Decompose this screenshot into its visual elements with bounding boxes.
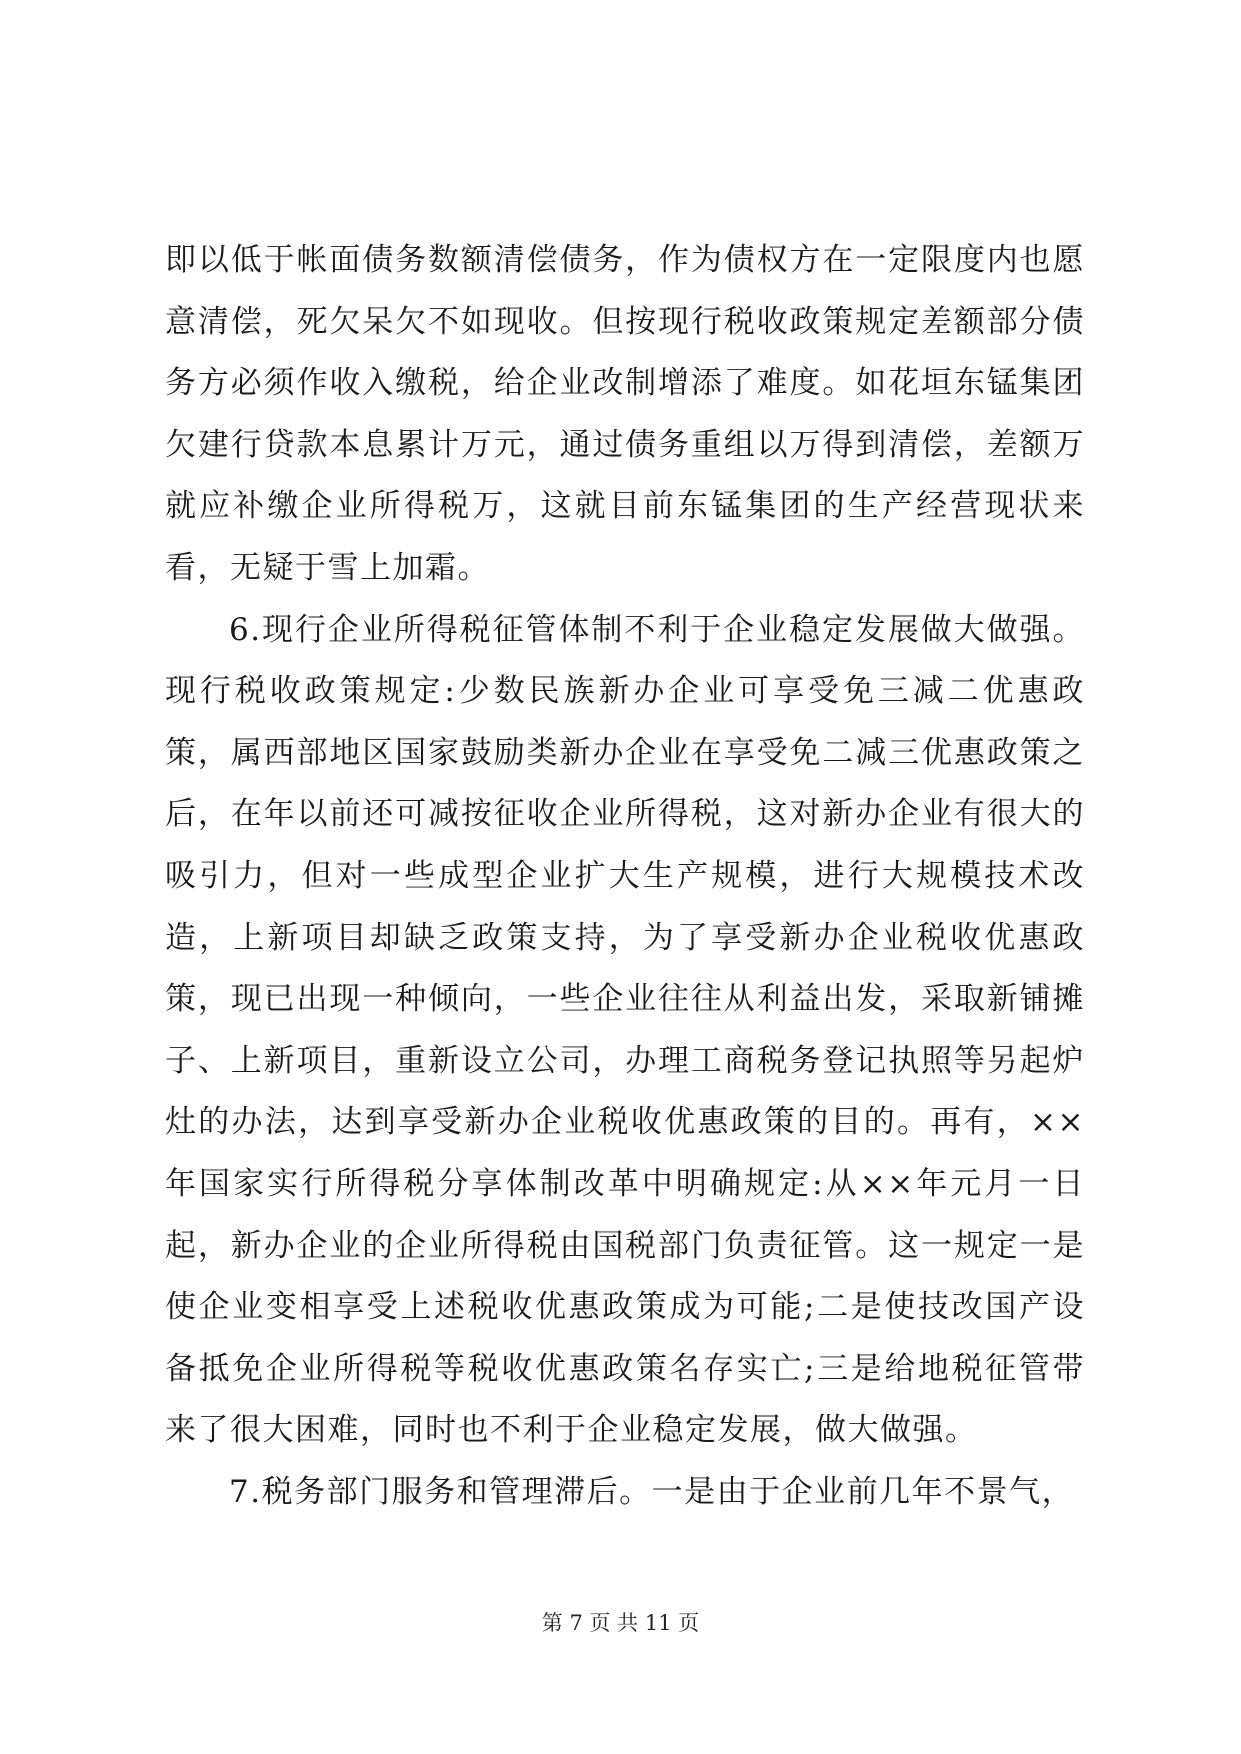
page-number-footer: 第 7 页 共 11 页 [541,1611,700,1635]
paragraph-item-6: 6.现行企业所得税征管体制不利于企业稳定发展做大做强。现行税收政策规定:少数民族新办企业可享受免三减二优惠政策，属西部地区国家鼓励类新办企业在享受免二减三优惠政策之后，在年以前还可减按征收企业所得税，这对新办企业有很大的吸引力，但对一些成型企业扩大生产规模，进行大规模技术改造，上新项目却缺乏政策支持，为了享受新办企业税收优惠政策，现已出现一种倾向，一些企业往往从利益出发，采取新铺摊子、上新项目，重新设立公司，办理工商税务登记执照等另起炉灶的办法，达到享受新办企业税收优惠政策的目的。再有，××年国家实行所得税分享体制改革中明确规定:从××年元月一日起，新办企业的企业所得税由国税部门负责征管。这一规定一是使企业变相享受上述税收优惠政策成为可能;二是使技改国产设备抵免企业所得税等税收优惠政策名存实亡;三是给地税征管带来了很大困难，同时也不利于企业稳定发展，做大做强。 [165,611,1085,1449]
paragraph-item-7: 7.税务部门服务和管理滞后。一是由于企业前几年不景气， [229,1473,1075,1510]
document-body [165,230,1085,1523]
paragraph-continuation: 即以低于帐面债务数额清偿债务，作为债权方在一定限度内也愿意清偿，死欠呆欠不如现收。但按现行税收政策规定差额部分债务方必须作收入缴税，给企业改制增添了难度。如花垣东锰集团欠建行贷款本息累计万元，通过债务重组以万得到清偿，差额万就应补缴企业所得税万，这就目前东锰集团的生产经营现状来看，无疑于雪上加霜。 [165,242,1085,586]
